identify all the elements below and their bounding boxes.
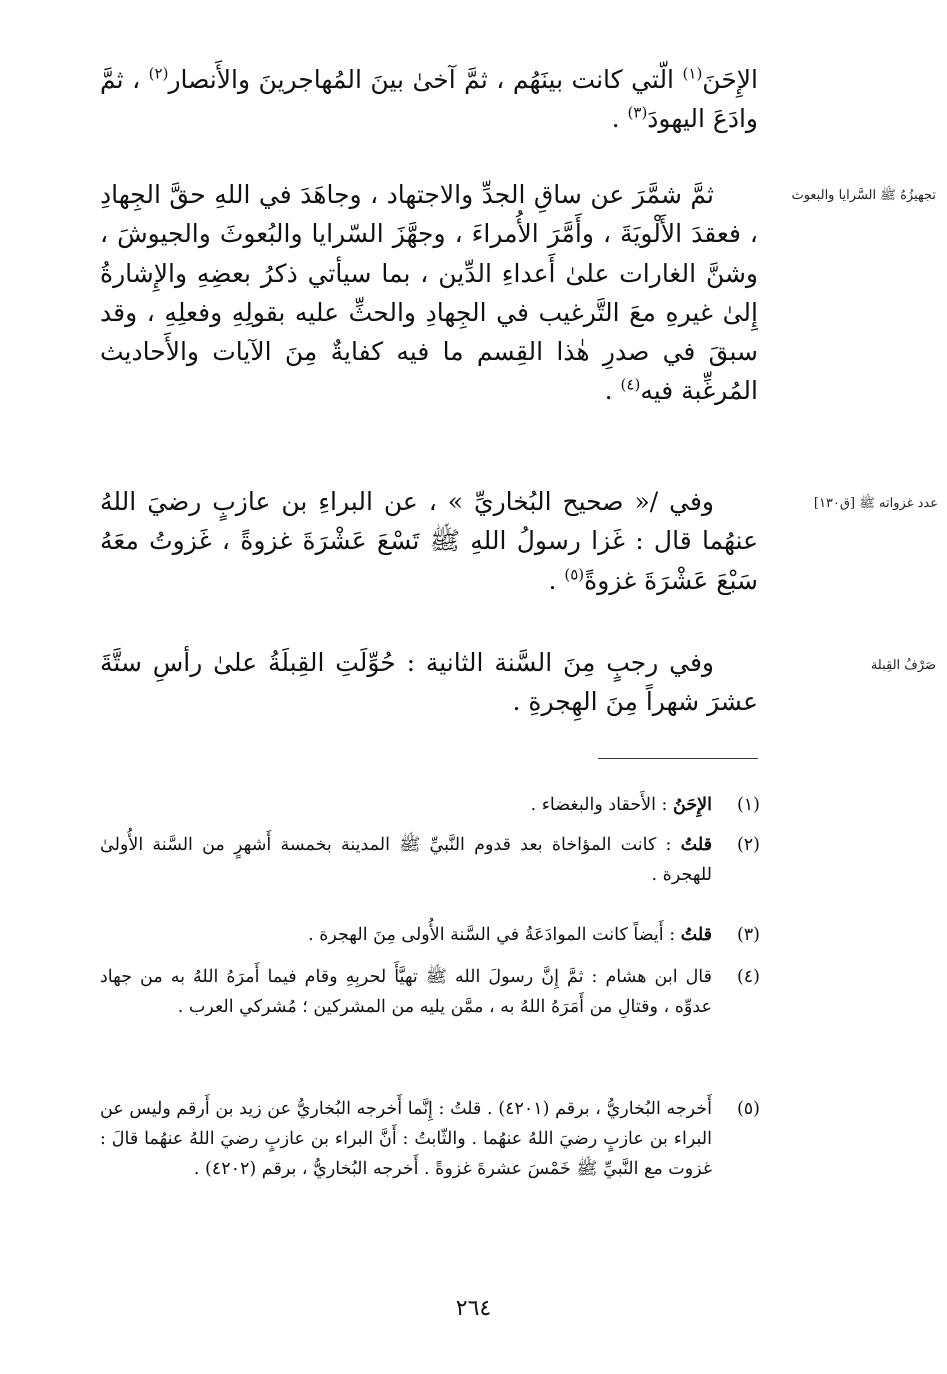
footnote-marker[interactable]: (٤) [620,375,641,394]
footnote-4 [100,962,760,1022]
footnote-text: : كانت المؤاخاة بعد قدوم النَّبيِّ ﷺ المدينة بخمسة أَشهرٍ من السَّنة الأُولىٰ للهجرة . [100,835,712,886]
paragraph-text: . [611,104,628,134]
side-note-text: تجهيزُهُ ﷺ السَّرايا والبعوث [791,188,936,203]
footnote-number: (٣) [736,925,760,945]
footnote-keyword: قلتُ [680,925,712,945]
paragraph-text: ثمَّ شمَّرَ عن ساقِ الجدِّ والاجتهاد ، وجاهَدَ في اللهِ حقَّ الجِهادِ ، فعقدَ الأَلْويَةَ ، وأَمَّرَ الأُمراءَ ، وجهَّزَ السّرايا والبُعوثَ والجيوشَ ، وشنَّ الغارات علىٰ أَعداءِ الدِّين ، بما سيأتي ذكرُ بعضِهِ والإِشارةُ إِلىٰ غيرهِ معَ التَّرغيب في الجِهادِ والحثِّ عليه بقولِهِ وفعلِهِ ، وقد سبقَ في صدرِ هٰذا القِسم ما فيه كفايةٌ مِنَ الآيات والأَحاديث المُرغِّبة فيه [100,180,758,406]
paragraph-4 [100,643,758,722]
footnote-text: : أَيضاً كانت الموادَعَةُ في السَّنة الأُولى مِنَ الهجرة . [308,925,681,945]
paragraph-3 [100,482,758,600]
page-number: ٢٦٤ [455,1296,492,1321]
footnote-marker[interactable]: (٥) [564,565,585,584]
paragraph-text: وفي /« صحيح البُخاريِّ » ، عن البراءِ بن عازبٍ رضيَ اللهُ عنهُما قال : غَزا رسولُ اللهِ ﷺ تَسْعَ عَشْرَةَ غزوةً ، غَزوتُ معَهُ سَبْعَ عَشْرَةَ غزوةً [100,487,758,595]
paragraph-text: وفي رجبٍ مِنَ السَّنة الثانية : حُوِّلَتِ القِبلَةُ علىٰ رأسِ ستَّةَ عشرَ شهراً مِنَ الهِجرةِ . [100,648,758,717]
footnote-divider [598,758,758,759]
paragraph-text: . [548,565,565,595]
footnote-number: (٥) [736,1099,760,1119]
footnote-text: : الأَحقاد والبغضاء . [530,795,674,815]
footnote-number: (٢) [736,835,760,855]
side-note-text: عدد غزواته ﷺ [859,496,938,511]
footnote-number: (٤) [736,967,760,987]
side-note-text: صَرْفُ القِبلة [870,658,936,673]
footnote-text: أَخرجه البُخاريُّ ، برقم (٤٢٠١) . قلتُ : إِنَّما أَخرجه البُخاريُّ عن زيد بن أَرقم وليس عن البراء بن عازبٍ رضيَ اللهُ عنهُما . والثّابتُ : أَنَّ البراء بن عازبٍ رضيَ اللهُ عنهُما قالَ : غزوت مع النَّبيِّ ﷺ خَمْسَ عشرةَ غزوةً . أَخرجه البُخاريُّ ، برقم (٤٢٠٢) . [100,1099,712,1180]
footnote-keyword: الإِحَنُ [673,795,712,815]
side-note [788,186,936,206]
footnote-text: قال ابن هشام : ثمَّ إِنَّ رسولَ الله ﷺ تهيَّأَ لحربِهِ وقام فيما أَمرَهُ اللهُ به من جهاد عدوِّه ، وقتالِ من أَمَرَهُ اللهُ به ، ممَّن يليه من المشركين ؛ مُشركي العرب . [100,967,712,1018]
paragraph-1 [100,60,758,139]
manuscript-ref: [ق١٣٠] [813,496,856,511]
footnote-marker[interactable]: (٣) [627,103,648,122]
footnote-marker[interactable]: (٢) [148,64,169,83]
paragraph-text: الإِحَنَ [702,65,758,94]
paragraph-text: الّتي كانت بينَهُم ، ثمَّ آخىٰ بينَ المُهاجرينَ والأَنصار [168,65,683,94]
footnote-marker[interactable]: (١) [682,64,703,83]
footnote-1 [100,790,760,820]
footnote-3 [100,920,760,950]
side-note [788,656,936,676]
footnote-number: (١) [736,795,760,815]
paragraph-text: . [604,376,621,406]
paragraph-text: ، ثمَّ وادَعَ اليهودَ [100,65,758,134]
side-note [778,494,938,514]
footnote-keyword: قلتُ [680,835,712,855]
paragraph-2 [100,175,758,411]
footnote-5 [100,1094,760,1184]
footnote-2 [100,830,760,890]
